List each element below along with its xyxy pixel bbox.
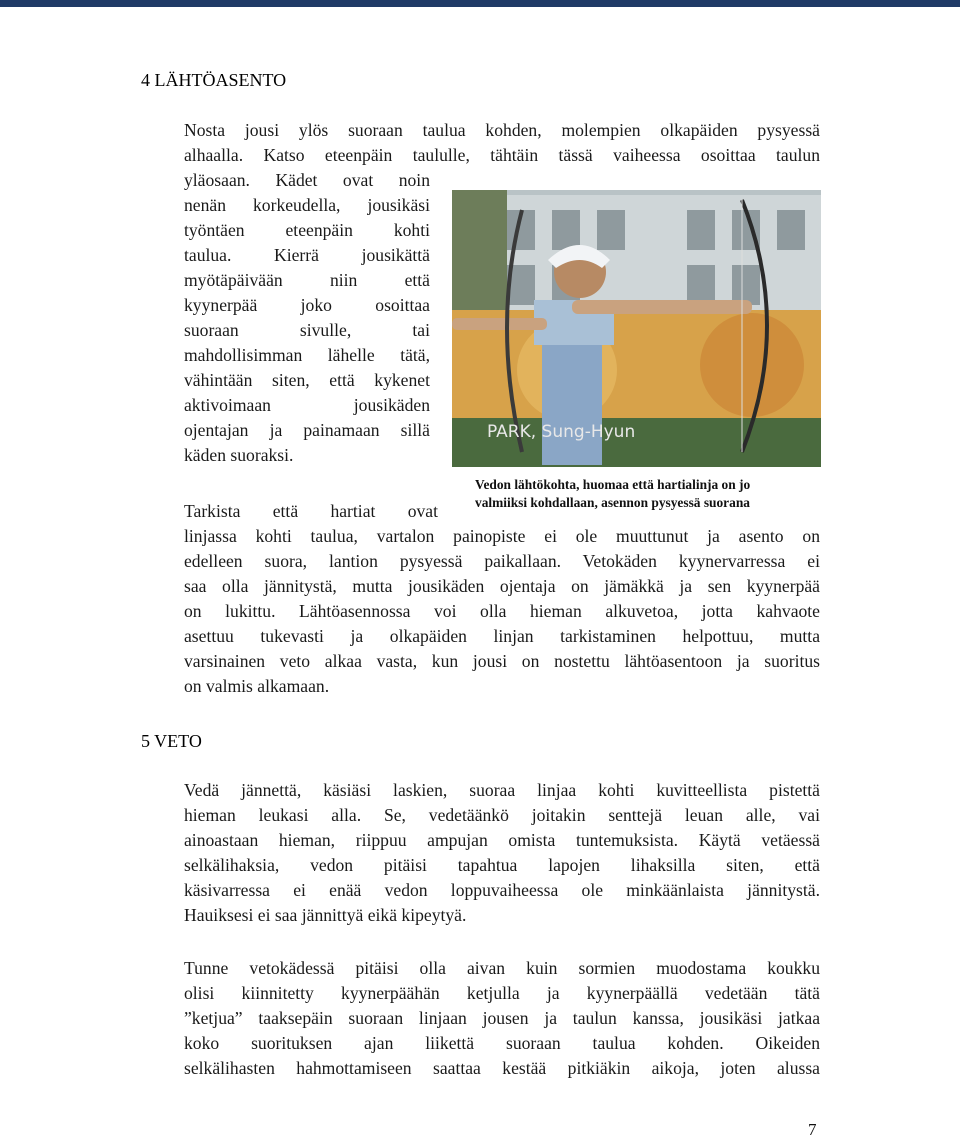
archer-photo [452, 190, 821, 467]
text-line: Vedä jännettä, käsiäsi laskien, suoraa linjaa kohti kuvitteellista pistettä [184, 780, 820, 800]
text-line: käden suoraksi. [184, 445, 294, 465]
text-line: käsivarressa ei enää vedon loppuvaiheessa ole minkäänlaista jännitystä. [184, 880, 820, 900]
text-line: suoraan sivulle, tai [184, 320, 430, 340]
caption-line: valmiiksi kohdallaan, asennon pysyessä suorana [475, 495, 750, 510]
text-line: ojentajan ja painamaan sillä [184, 420, 430, 440]
text-line: nenän korkeudella, jousikäsi [184, 195, 430, 215]
text-line: alhaalla. Katso eteenpäin taululle, tähtäin tässä vaiheessa osoittaa taulun [184, 145, 820, 165]
text-line: taulua. Kierrä jousikättä [184, 245, 430, 265]
caption-line: Vedon lähtökohta, huomaa että hartialinja on jo [475, 477, 751, 492]
text-line: linjassa kohti taulua, vartalon painopiste ei ole muuttunut ja asento on [184, 526, 820, 546]
text-line: aktivoimaan jousikäden [184, 395, 430, 415]
text-line: ”ketjua” taaksepäin suoraan linjaan jousen ja taulun kanssa, jousikäsi jatkaa [184, 1008, 820, 1028]
archer-photo-image [452, 190, 821, 467]
section-5-paragraph-1 [184, 778, 820, 928]
text-line: saa olla jännitystä, mutta jousikäden ojentaja on jämäkkä ja sen kyynerpää [184, 576, 820, 596]
text-line: olisi kiinnitetty kyynerpäähän ketjulla ja kyynerpäällä vedetään tätä [184, 983, 820, 1003]
section-5-heading: 5 VETO [141, 731, 202, 751]
section-4-heading: 4 LÄHTÖASENTO [141, 70, 287, 90]
text-line: vähintään siten, että kykenet [184, 370, 430, 390]
text-line: selkälihasten hahmottamiseen saattaa kestää pitkiäkin aikoja, joten alussa [184, 1058, 820, 1078]
text-line: ainoastaan hieman, riippuu ampujan omista tuntemuksista. Käytä vetäessä [184, 830, 820, 850]
text-line: myötäpäivään niin että [184, 270, 430, 290]
text-line: selkälihaksia, vedon pitäisi tapahtua lapojen lihaksilla siten, että [184, 855, 820, 875]
text-line: työntäen eteenpäin kohti [184, 220, 430, 240]
text-line: Nosta jousi ylös suoraan taulua kohden, molempien olkapäiden pysyessä [184, 120, 820, 140]
text-line: asettuu tukevasti ja olkapäiden linjan tarkistaminen helpottuu, mutta [184, 626, 820, 646]
text-line: mahdollisimman lähelle tätä, [184, 345, 430, 365]
text-line: hieman leukasi alla. Se, vedetäänkö joitakin senttejä leuan alle, vai [184, 805, 820, 825]
text-line: koko suorituksen ajan liikettä suoraan taulua kohden. Oikeiden [184, 1033, 820, 1053]
text-line: Hauiksesi ei saa jännittyä eikä kipeytyä. [184, 905, 467, 925]
text-line: edelleen suora, lantion pysyessä paikallaan. Vetokäden kyynervarressa ei [184, 551, 820, 571]
top-border [0, 0, 960, 7]
photo-overlay-text: PARK, Sung-Hyun [487, 422, 636, 442]
text-line: on valmis alkamaan. [184, 676, 330, 696]
page-number: 7 [808, 1120, 817, 1139]
text-line: kyynerpää joko osoittaa [184, 295, 430, 315]
section-5-paragraph-2 [184, 956, 820, 1081]
text-line: Tarkista että hartiat ovat [184, 501, 438, 521]
text-line: Tunne vetokädessä pitäisi olla aivan kuin sormien muodostama koukku [184, 958, 820, 978]
text-line: yläosaan. Kädet ovat noin [184, 170, 430, 190]
text-line: varsinainen veto alkaa vasta, kun jousi on nostettu lähtöasentoon ja suoritus [184, 651, 820, 671]
section-4-paragraph-2 [184, 499, 820, 699]
text-line: on lukittu. Lähtöasennossa voi olla hieman alkuvetoa, jotta kahvaote [184, 601, 820, 621]
